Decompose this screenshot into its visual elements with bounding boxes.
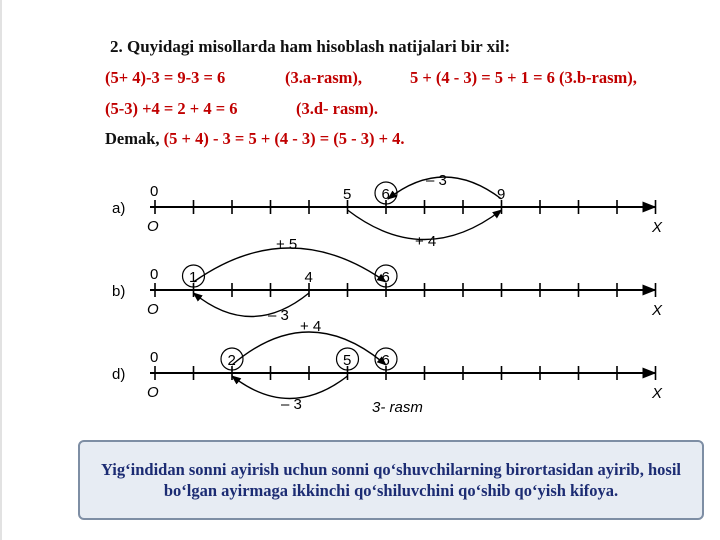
zero-label: 0: [150, 183, 159, 200]
point-label: 6: [381, 269, 390, 286]
arrow-label-minus-a: – 3: [426, 172, 447, 189]
zero-label: 0: [150, 349, 159, 366]
point-label: 5: [343, 186, 352, 203]
arrow-minus-b: [194, 293, 310, 317]
point-label: 1: [189, 269, 198, 286]
arrow-plus-b: [194, 248, 387, 282]
arrow-label-minus-d: – 3: [281, 396, 302, 413]
example-d-expression: (5-3) +4 = 2 + 4 = 6: [105, 99, 238, 118]
origin-label: O: [147, 384, 159, 401]
point-label: 6: [381, 352, 390, 369]
point-label: 2: [227, 352, 236, 369]
line-label-a: a): [112, 200, 126, 217]
axis-x-label: X: [652, 385, 663, 402]
rule-box: [78, 440, 704, 520]
arrow-label-minus-b: – 3: [268, 307, 289, 324]
line-label-b: b): [112, 283, 126, 300]
point-label: 9: [497, 186, 506, 203]
origin-label: O: [147, 301, 159, 318]
conclusion-equation: (5 + 4) - 3 = 5 + (4 - 3) = (5 - 3) + 4.: [163, 129, 405, 148]
axis-x-label: X: [652, 302, 663, 319]
point-label: 5: [343, 352, 352, 369]
conclusion-prefix: Demak,: [105, 129, 160, 148]
figure-caption: 3- rasm: [372, 399, 423, 416]
point-label: 6: [381, 186, 390, 203]
zero-label: 0: [150, 266, 159, 283]
example-a-caption: (3.a-rasm),: [285, 68, 362, 87]
example-d-caption: (3.d- rasm).: [296, 99, 379, 118]
rule-text: Yig‘indidan sonni ayirish uchun sonni qo‘shuvchilarning birortasidan ayirib, hosil bo‘lgan ayirmaga ikkinchi qo‘shiluvchini qo‘shib qo‘yish kifoya.: [101, 459, 681, 500]
origin-label: O: [147, 218, 159, 235]
arrow-label-plus-a: + 4: [415, 233, 437, 250]
example-b-expression: 5 + (4 - 3) = 5 + 1 = 6 (3.b-rasm),: [410, 68, 637, 87]
line-label-d: d): [112, 366, 126, 383]
arrow-label-plus-d: + 4: [300, 318, 322, 335]
point-label: 4: [304, 269, 313, 286]
exercise-heading: 2. Quyidagi misollarda ham hisoblash natijalari bir xil:: [110, 37, 511, 56]
axis-x-label: X: [652, 219, 663, 236]
arrow-plus-d: [232, 332, 386, 365]
example-a-expression: (5+ 4)-3 = 9-3 = 6: [105, 68, 226, 87]
arrow-label-plus-b: + 5: [276, 236, 298, 253]
